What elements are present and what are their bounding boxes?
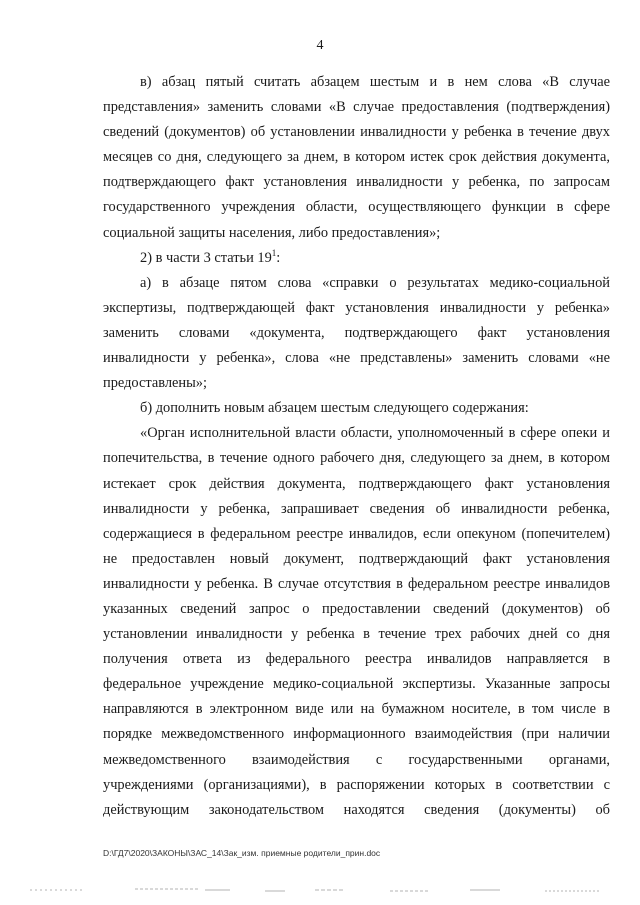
- footer-file-path: D:\ГД7\2020\ЗАКОНЫ\ЗАС_14\Зак_изм. приемные родители_прин.doc: [103, 848, 381, 858]
- superscript-marker: 1: [271, 247, 277, 258]
- paragraph-quote: «Орган исполнительной власти области, уполномоченный в сфере опеки и попечительства, в течение одного рабочего дня, следующего за днем, в котором истекает срок действия документа, подтверждающего факт установления инвалидности у ребенка, запрашивает сведения об инвалидности ребенка, содержащиеся в федеральном реестре инвалидов, если опекуном (попечителем) не предоставлен новый документ, подтверждающий факт установления инвалидности у ребенка. В случае отсутствия в федеральном реестре инвалидов указанных сведений запрос о предоставлении сведений (документов) об установлении инвалидности у ребенка в течение трех рабочих дней со дня получения ответа из федерального реестра инвалидов направляется в федеральное учреждение медико-социальной экспертизы. Указанные запросы направляются в электронном виде или на бумажном носителе, в том числе в порядке межведомственного информационного взаимодействия (при наличии межведомственного взаимодействия с государственными органами, учреждениями (организациями), в распоряжении которых в соответствии с действующим законодательством находятся сведения (документы) об: [103, 425, 610, 818]
- page-number: 4: [316, 38, 324, 53]
- item-2-colon: :: [276, 249, 281, 266]
- paragraph-b: б) дополнить новым абзацем шестым следующего содержания:: [140, 400, 529, 417]
- paragraph-item-2: [103, 246, 610, 271]
- item-2-text: 2) в части 3 статьи 19: [140, 249, 272, 266]
- paragraph-v: в) абзац пятый считать абзацем шестым и в нем слова «В случае представления» заменить словами «В случае предоставления (подтверждения) сведений (документов) об установлении инвалидности у ребенка в течение двух месяцев со дня, следующего за днем, в котором истек срок действия документа, подтверждающего факт установления инвалидности у ребенка, по запросам государственного учреждения области, осуществляющего функции в сфере социальной защиты населения, либо предоставления»;: [103, 74, 610, 241]
- paragraph-a: а) в абзаце пятом слова «справки о результатах медико-социальной экспертизы, подтверждающей факт установления инвалидности у ребенка» заменить словами «документа, подтверждающего факт установления инвалидности у ребенка», слова «не представлены» заменить словами «не предоставлены»;: [103, 274, 610, 392]
- document-body: [103, 70, 610, 823]
- scan-artifact-marks: [0, 885, 640, 895]
